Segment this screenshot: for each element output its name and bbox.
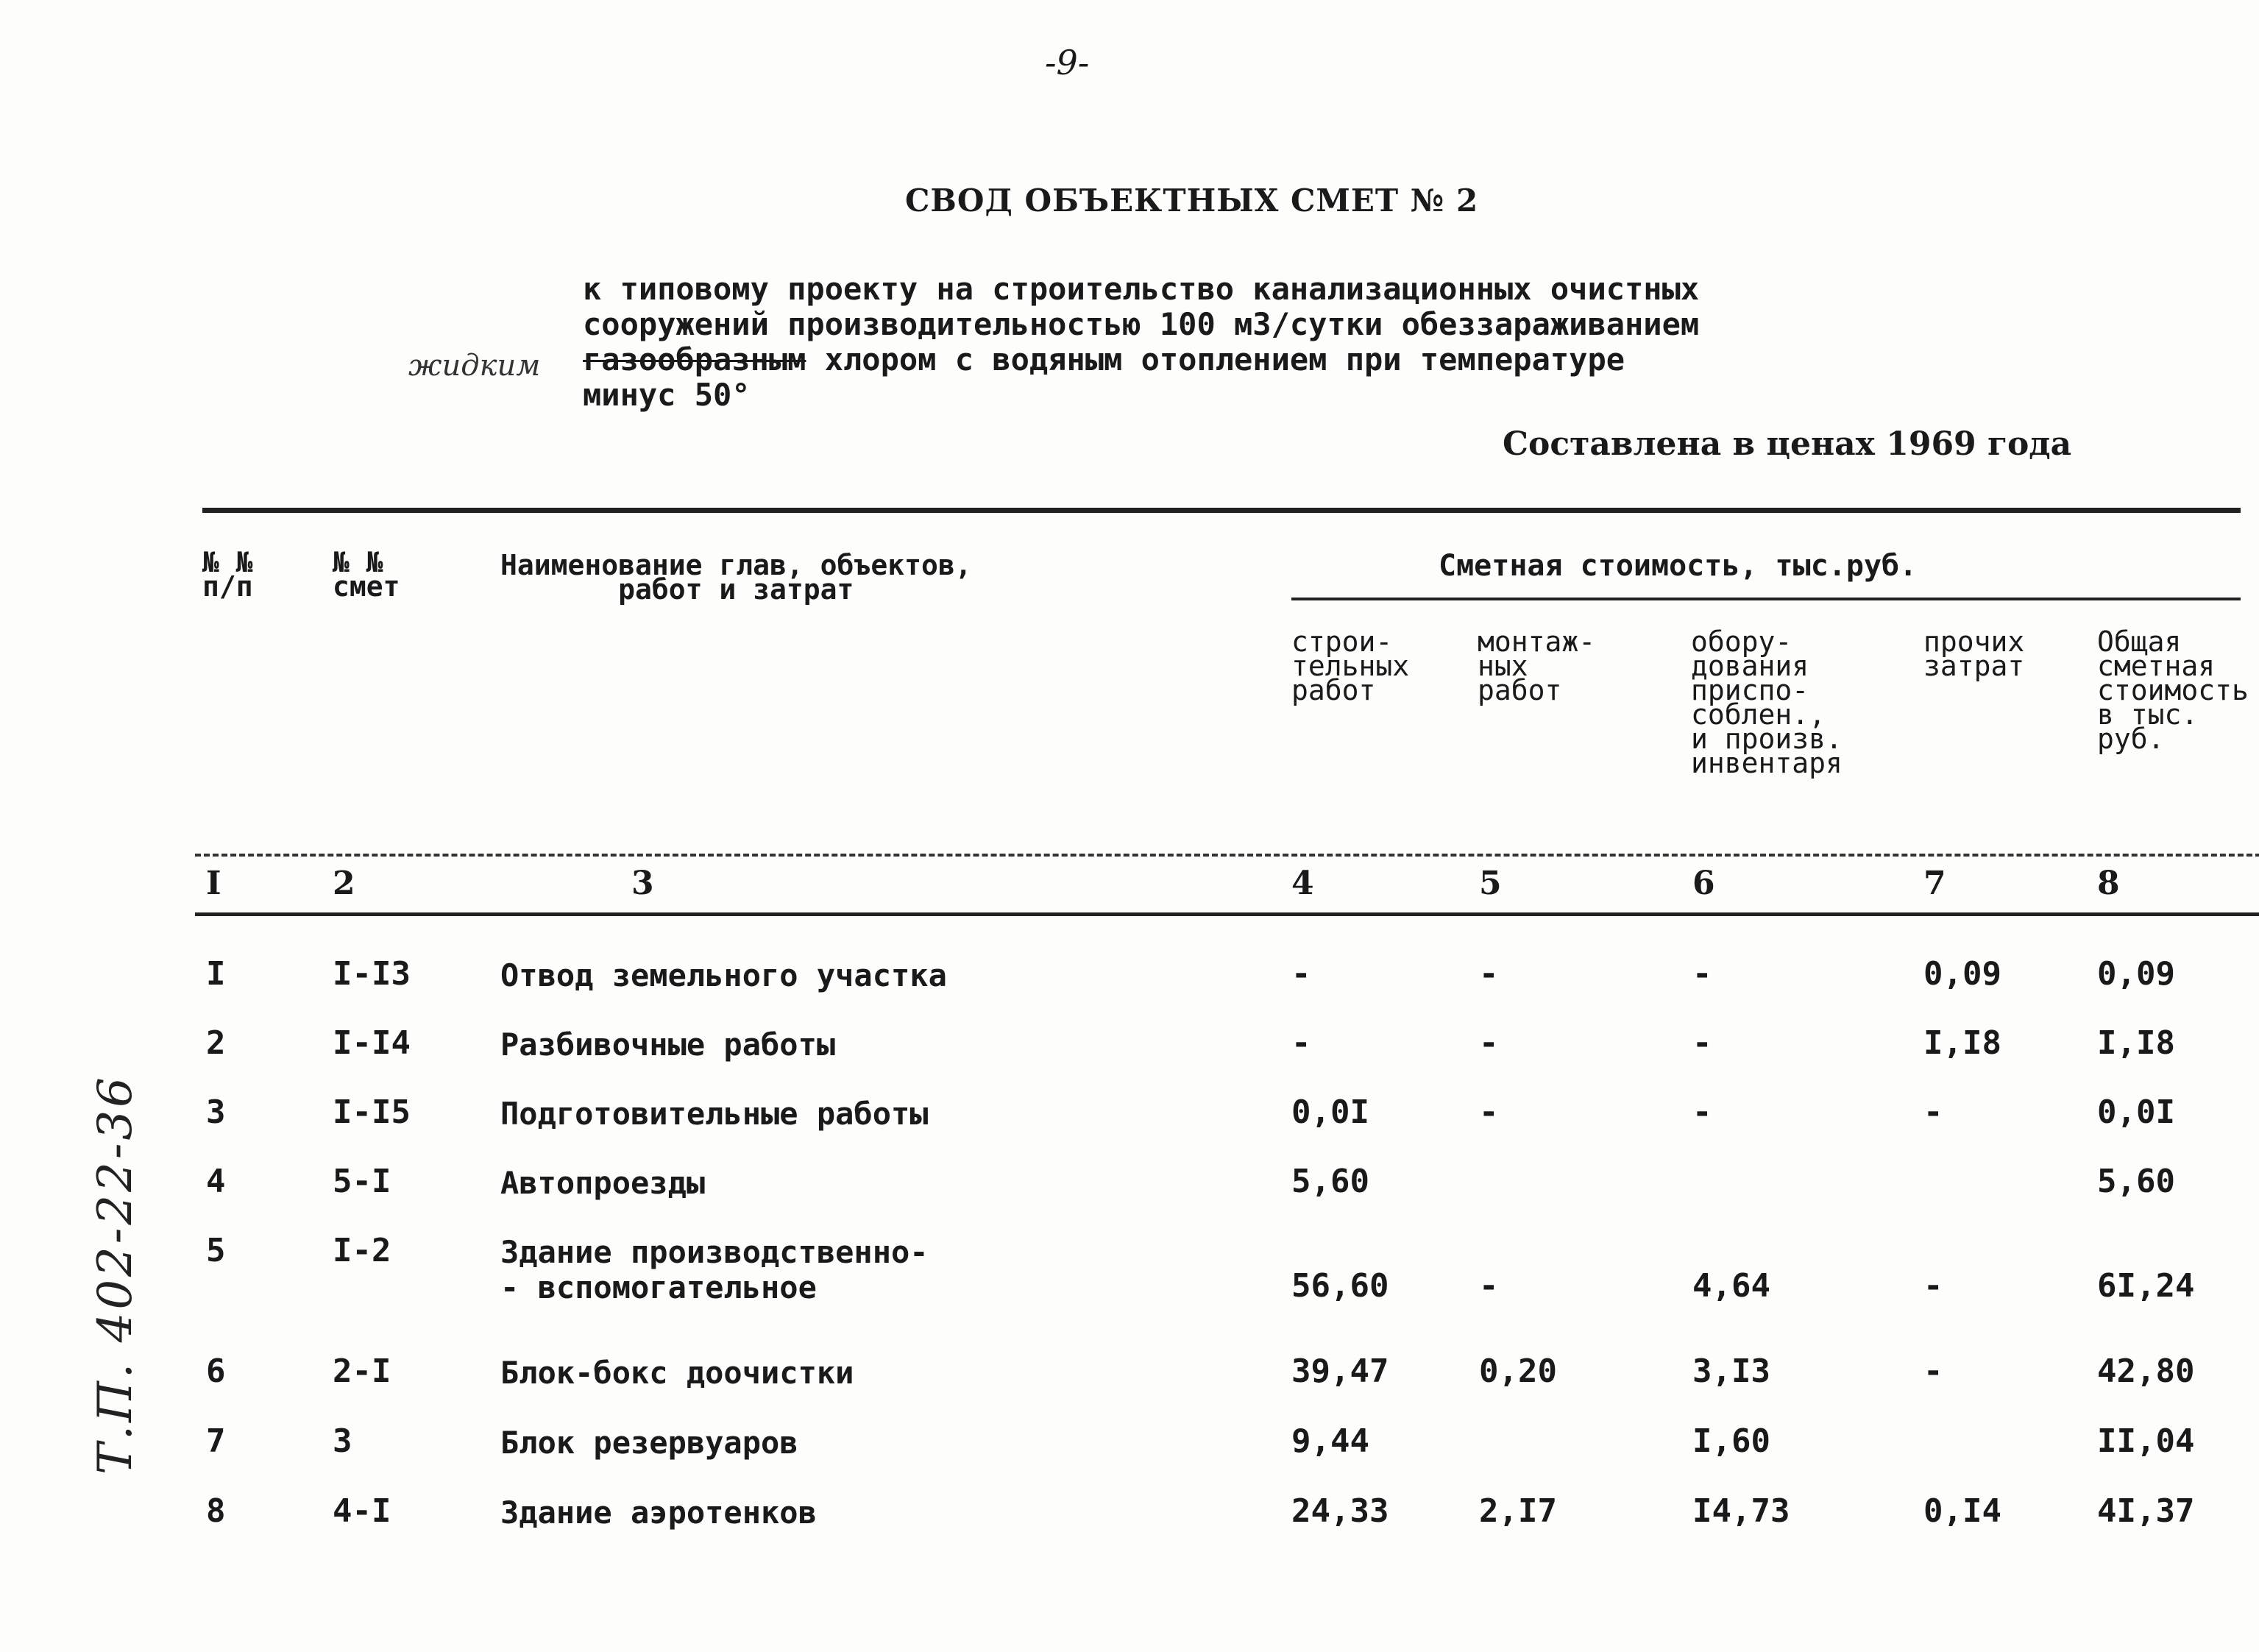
header-cost-group: Сметная стоимость, тыс.руб. — [1439, 549, 1918, 583]
row-total: 6I,24 — [2097, 1267, 2195, 1305]
row-name: Блок-бокс доочистки — [500, 1355, 854, 1391]
row-total: II,04 — [2097, 1422, 2195, 1460]
document-title: СВОД ОБЪЕКТНЫХ СМЕТ № 2 — [905, 182, 1479, 219]
side-margin-note: Т.П. 402-22-36 — [88, 1074, 143, 1475]
header-total: Общая сметная стоимость в тыс. руб. — [2097, 625, 2249, 755]
row-total: 5,60 — [2097, 1163, 2175, 1200]
row-other: - — [1923, 1267, 1943, 1305]
row-estimate: I-I3 — [333, 955, 411, 993]
row-total: 4I,37 — [2097, 1492, 2195, 1530]
header-installation: монтаж- ных работ — [1478, 625, 1596, 706]
row-total: 42,80 — [2097, 1353, 2195, 1390]
column-number: 7 — [1923, 865, 1946, 902]
row-name: Отвод земельного участка — [500, 957, 947, 993]
row-installation: - — [1479, 1267, 1499, 1305]
header-name: Наименование глав, объектов, работ и затрат — [500, 549, 972, 606]
subtitle-line-1: к типовому проекту на строительство канализационных очистных — [583, 271, 1700, 307]
row-other: - — [1923, 1353, 1943, 1390]
row-num: 7 — [206, 1422, 226, 1460]
header-num: № № п/п — [202, 546, 253, 603]
row-construction: 56,60 — [1291, 1267, 1389, 1305]
row-installation: 2,I7 — [1479, 1492, 1557, 1530]
row-equipment: - — [1692, 1024, 1712, 1062]
header-other: прочих затрат — [1923, 625, 2025, 682]
row-construction: - — [1291, 955, 1311, 993]
row-estimate: 3 — [333, 1422, 352, 1460]
row-total: 0,0I — [2097, 1093, 2175, 1131]
column-number: 3 — [631, 865, 654, 902]
row-equipment: - — [1692, 955, 1712, 993]
row-num: 3 — [206, 1093, 226, 1131]
row-construction: 24,33 — [1291, 1492, 1389, 1530]
row-construction: 39,47 — [1291, 1353, 1389, 1390]
row-name: Разбивочные работы — [500, 1027, 836, 1063]
header-estimate-num: № № смет — [333, 546, 400, 603]
row-name: Здание производственно- - вспомогательное — [500, 1234, 929, 1305]
row-equipment: 4,64 — [1692, 1267, 1770, 1305]
column-number: 4 — [1291, 865, 1314, 902]
row-estimate: 2-I — [333, 1353, 391, 1390]
header-construction: строи- тельных работ — [1291, 625, 1410, 706]
header-equipment: обору- дования приспо- соблен., и произв. инвентаря — [1691, 625, 1843, 779]
row-installation: - — [1479, 1093, 1499, 1131]
row-total: I,I8 — [2097, 1024, 2175, 1062]
row-num: 8 — [206, 1492, 226, 1530]
row-construction: 0,0I — [1291, 1093, 1369, 1131]
row-total: 0,09 — [2097, 955, 2175, 993]
row-name: Здание аэротенков — [500, 1495, 817, 1531]
row-num: 6 — [206, 1353, 226, 1390]
row-estimate: 5-I — [333, 1163, 391, 1200]
subtitle-line-3 — [583, 341, 1625, 377]
table-top-rule — [202, 508, 2241, 513]
row-other: I,I8 — [1923, 1024, 2001, 1062]
row-estimate: I-I5 — [333, 1093, 411, 1131]
header-bottom-rule — [195, 854, 2259, 857]
row-estimate: 4-I — [333, 1492, 391, 1530]
column-number: 8 — [2097, 865, 2120, 902]
row-installation: - — [1479, 955, 1499, 993]
row-equipment: I4,73 — [1692, 1492, 1790, 1530]
column-number: 2 — [333, 865, 355, 902]
cost-group-rule — [1291, 598, 2241, 600]
row-installation: - — [1479, 1024, 1499, 1062]
row-equipment: 3,I3 — [1692, 1353, 1770, 1390]
row-construction: 9,44 — [1291, 1422, 1369, 1460]
column-number: 5 — [1479, 865, 1502, 902]
row-construction: 5,60 — [1291, 1163, 1369, 1200]
page-number: -9- — [1045, 43, 1090, 82]
row-estimate: I-I4 — [333, 1024, 411, 1062]
row-equipment: - — [1692, 1093, 1712, 1131]
row-other: 0,09 — [1923, 955, 2001, 993]
subtitle-line-4: минус 50° — [583, 377, 751, 413]
price-note: Составлена в ценах 1969 года — [1503, 425, 2072, 463]
row-estimate: I-2 — [333, 1232, 391, 1269]
row-name: Блок резервуаров — [500, 1425, 798, 1461]
row-name: Подготовительные работы — [500, 1096, 929, 1132]
handwritten-insert: жидким — [408, 349, 541, 383]
struck-word: газообразным — [583, 341, 806, 377]
row-equipment: I,60 — [1692, 1422, 1770, 1460]
row-num: 4 — [206, 1163, 226, 1200]
row-num: 2 — [206, 1024, 226, 1062]
row-other: 0,I4 — [1923, 1492, 2001, 1530]
column-numbers-rule — [195, 912, 2259, 916]
row-construction: - — [1291, 1024, 1311, 1062]
row-installation: 0,20 — [1479, 1353, 1557, 1390]
row-num: 5 — [206, 1232, 226, 1269]
column-number: I — [206, 865, 221, 902]
row-num: I — [206, 955, 226, 993]
subtitle-line-3-rest: хлором с водяным отоплением при температуре — [806, 341, 1625, 377]
subtitle-line-2: сооружений производительностью 100 м3/сутки обеззараживанием — [583, 306, 1700, 342]
row-other: - — [1923, 1093, 1943, 1131]
row-name: Автопроезды — [500, 1165, 706, 1201]
column-number: 6 — [1692, 865, 1715, 902]
